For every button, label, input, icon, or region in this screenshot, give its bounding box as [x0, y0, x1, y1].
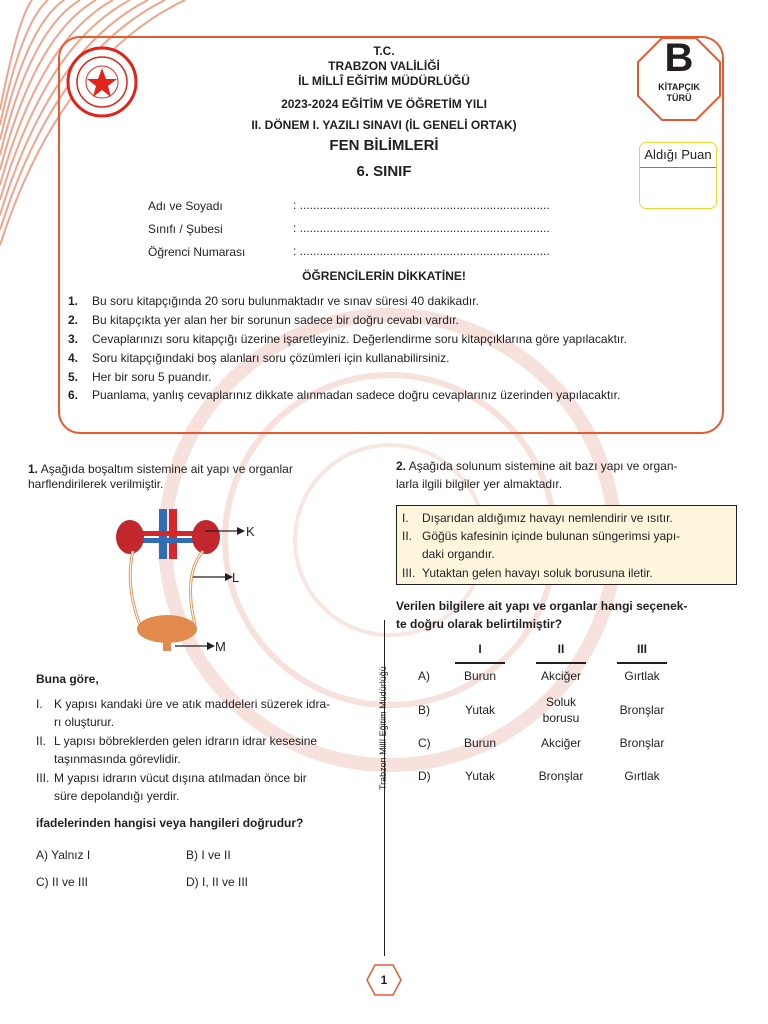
- q2-cell: Bronşlar: [619, 703, 665, 717]
- header-mudurluk: İL MİLLÎ EĞİTİM MÜDÜRLÜĞÜ: [298, 74, 470, 88]
- col-underline: [536, 662, 586, 664]
- q2-option-c[interactable]: C): [418, 736, 431, 750]
- rule-text: Bu kitapçıkta yer alan her bir sorunun sadece bir doğru cevabı vardır.: [92, 313, 459, 327]
- q2-cell: Burun: [463, 669, 497, 683]
- vertical-label: Trabzon Millî Eğitim Müdürlüğü: [378, 666, 388, 790]
- q2-cell: Gırtlak: [624, 769, 660, 783]
- header-grade: 6. SINIF: [356, 163, 412, 180]
- col-header-iii: III: [636, 642, 647, 656]
- q1-statement-line2: süre depolandığı yerdir.: [54, 789, 180, 803]
- name-label: Adı ve Soyadı: [148, 199, 223, 213]
- q1-stem-text: Aşağıda boşaltım sistemine ait yapı ve organlar: [38, 462, 293, 476]
- q2-number: 2.: [396, 459, 407, 473]
- rule-text: Soru kitapçığındaki boş alanları soru çözümleri için kullanabilirsiniz.: [92, 351, 450, 365]
- header-exam: II. DÖNEM I. YAZILI SINAVI (İL GENELİ ORTAK): [251, 118, 517, 132]
- q2-cell: Soluk: [545, 695, 577, 709]
- q2-question-line2: te doğru olarak belirtilmiştir?: [396, 617, 563, 631]
- header-valilik: TRABZON VALİLİĞİ: [328, 59, 440, 73]
- q1-statement-line2: rı oluşturur.: [54, 715, 115, 729]
- q2-option-d[interactable]: D): [418, 769, 431, 783]
- q2-box-text: Dışarıdan aldığımız havayı nemlendirir ve ısıtır.: [422, 511, 673, 525]
- q1-option-c[interactable]: C) II ve III: [36, 875, 89, 889]
- col-underline: [617, 662, 667, 664]
- class-field[interactable]: : ...........................................................................: [293, 221, 550, 235]
- header-subject: FEN BİLİMLERİ: [329, 137, 439, 154]
- col-underline: [455, 662, 505, 664]
- rule-text: Bu soru kitapçığında 20 soru bulunmaktadır ve sınav süresi 40 dakikadır.: [92, 294, 479, 308]
- q1-statement-roman: II.: [36, 734, 47, 748]
- col-header-ii: II: [557, 642, 565, 656]
- q1-stem-line2: harflendirilerek verilmiştir.: [28, 477, 164, 491]
- q2-cell: Yutak: [464, 769, 496, 783]
- booklet-letter: B: [664, 36, 694, 80]
- header-tc: T.C.: [373, 44, 395, 58]
- rule-text: Cevaplarınızı soru kitapçığı üzerine işaretleyiniz. Değerlendirme soru kitapçıklarına göre yapılacaktır.: [92, 332, 627, 346]
- notice-title: ÖĞRENCİLERİN DİKKATİNE!: [302, 269, 466, 283]
- number-field[interactable]: : ...........................................................................: [293, 244, 550, 258]
- q1-option-a[interactable]: A) Yalnız I: [36, 848, 91, 862]
- q2-box-roman: I.: [402, 511, 409, 525]
- rule-text: Her bir soru 5 puandır.: [92, 370, 212, 384]
- q2-option-b[interactable]: B): [418, 703, 430, 717]
- rule-number: 3.: [68, 332, 79, 346]
- header-year: 2023-2024 EĞİTİM VE ÖĞRETİM YILI: [281, 97, 487, 111]
- q1-option-d[interactable]: D) I, II ve III: [186, 875, 249, 889]
- rule-text: Puanlama, yanlış cevaplarınız dikkate alınmadan sadece doğru cevaplarınız üzerinden yapılacaktır.: [92, 388, 621, 402]
- number-label: Öğrenci Numarası: [148, 245, 246, 259]
- rule-number: 2.: [68, 313, 79, 327]
- arrow-l-icon: [193, 571, 233, 583]
- q1-number: 1.: [28, 462, 39, 476]
- label-k: K: [246, 524, 255, 539]
- q1-statement-line2: taşınmasında görevlidir.: [54, 752, 181, 766]
- q1-statement-line1: K yapısı kandaki üre ve atık maddeleri süzerek idra-: [54, 697, 331, 711]
- q2-stem-line1: [396, 459, 678, 474]
- q2-cell: Bronşlar: [619, 736, 665, 750]
- arrow-k-icon: [205, 525, 245, 537]
- q1-statement-roman: III.: [36, 771, 50, 785]
- q2-box-text: Yutaktan gelen havayı soluk borusuna iletir.: [422, 566, 653, 580]
- q1-stem-line1: [28, 462, 293, 477]
- q2-cell: Gırtlak: [624, 669, 660, 683]
- rule-number: 5.: [68, 370, 79, 384]
- name-field[interactable]: : ...........................................................................: [293, 198, 550, 212]
- q2-cell: Akciğer: [540, 669, 581, 683]
- q2-cell: Yutak: [464, 703, 496, 717]
- q2-cell: Bronşlar: [538, 769, 584, 783]
- arrow-m-icon: [175, 640, 215, 652]
- q2-box-text-cont: daki organdır.: [422, 547, 495, 561]
- q1-statement-line1: L yapısı böbreklerden gelen idrarın idrar kesesine: [54, 734, 318, 748]
- q2-box-roman: II.: [402, 529, 413, 543]
- rule-number: 1.: [68, 294, 79, 308]
- booklet-line1: KİTAPÇIK: [658, 82, 700, 92]
- rule-number: 6.: [68, 388, 79, 402]
- q1-question: ifadelerinden hangisi veya hangileri doğrudur?: [36, 816, 304, 830]
- booklet-line2: TÜRÜ: [666, 93, 692, 103]
- score-box[interactable]: [639, 142, 717, 209]
- q1-statement-line1: M yapısı idrarın vücut dışına atılmadan önce bir: [54, 771, 307, 785]
- score-label: Aldığı Puan: [640, 143, 716, 168]
- q2-cell: borusu: [542, 711, 580, 725]
- q1-statement-roman: I.: [36, 697, 43, 711]
- label-l: L: [232, 570, 240, 585]
- rule-number: 4.: [68, 351, 79, 365]
- label-m: M: [215, 639, 226, 654]
- q2-stem-line2: larla ilgili bilgiler yer almaktadır.: [396, 477, 563, 491]
- q2-cell: Burun: [463, 736, 497, 750]
- q2-cell: Akciğer: [540, 736, 581, 750]
- page-number: 1: [380, 973, 388, 987]
- q2-question-line1: Verilen bilgilere ait yapı ve organlar hangi seçenek-: [396, 599, 688, 613]
- q2-option-a[interactable]: A): [418, 669, 430, 683]
- q2-stem-text: Aşağıda solunum sistemine ait bazı yapı ve organ-: [406, 459, 678, 473]
- q2-box-text: Göğüs kafesinin içinde bulunan süngerimsi yapı-: [422, 529, 681, 543]
- q1-option-b[interactable]: B) I ve II: [186, 848, 231, 862]
- class-label: Sınıfı / Şubesi: [148, 222, 223, 236]
- q1-lead: Buna göre,: [36, 672, 99, 686]
- col-header-i: I: [478, 642, 482, 656]
- q2-box-roman: III.: [402, 566, 416, 580]
